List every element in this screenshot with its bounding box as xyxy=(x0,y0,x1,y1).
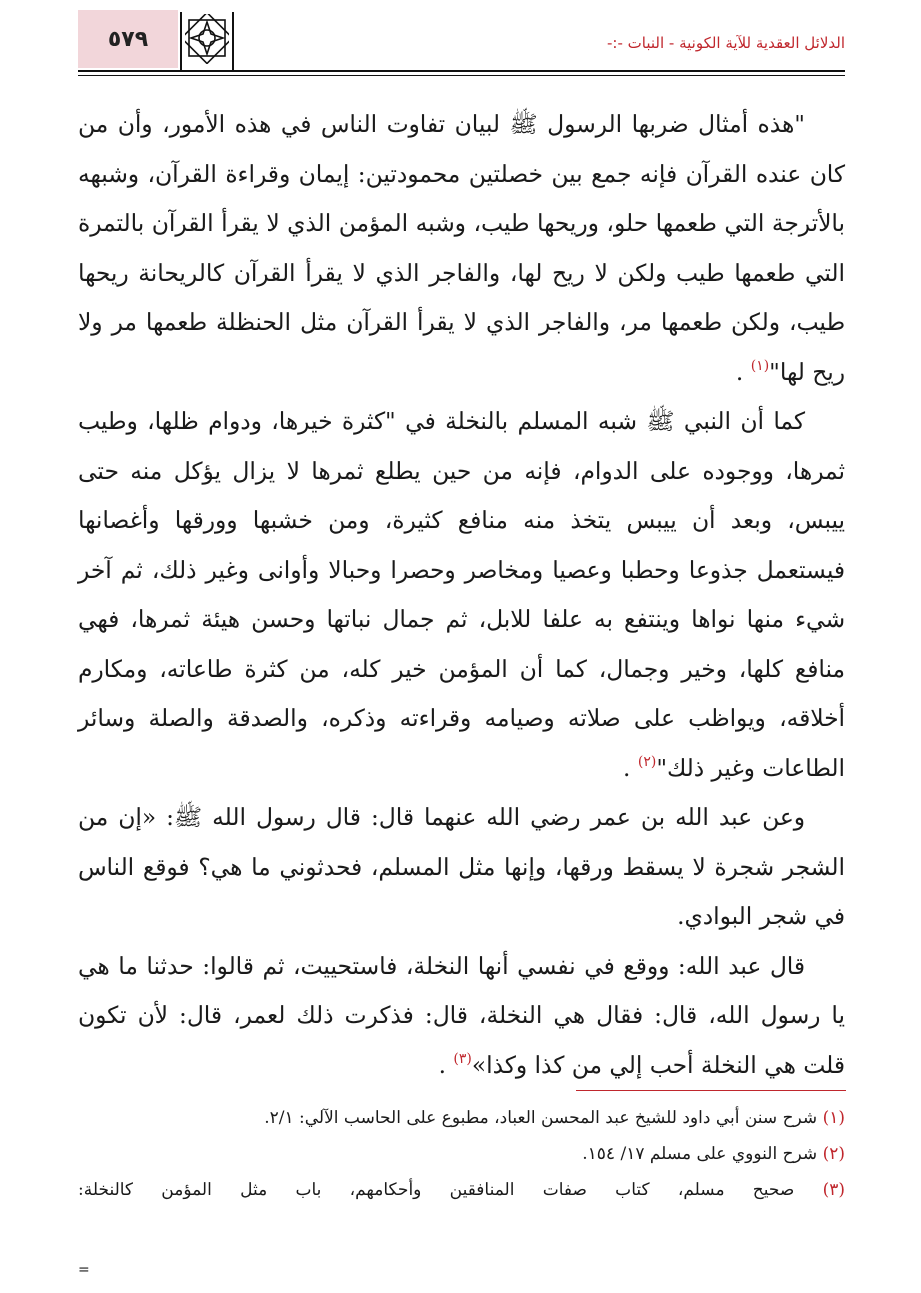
page-number: ٥٧٩ xyxy=(78,10,178,68)
footnote-ref-3[interactable]: (٣) xyxy=(453,1050,472,1067)
paragraph-4: قال عبد الله: ووقع في نفسي أنها النخلة، فاستحييت، ثم قالوا: حدثنا ما هي يا رسول الله، قال: فقال هي النخلة، قال: فذكرت ذلك لعمر، قال: لأن تكون قلت هي النخلة أحب إلي من كذا وكذا»$^{(٣)}$ . xyxy=(78,952,845,1079)
header-rule xyxy=(78,70,845,72)
running-title: الدلائل العقدية للآية الكونية - النبات -:- xyxy=(607,34,845,52)
footnote-1: (١) شرح سنن أبي داود للشيخ عبد المحسن العباد، مطبوع على الحاسب الآلي: ٢/١. xyxy=(264,1108,845,1128)
geometric-star-ornament-icon xyxy=(178,8,236,70)
footnote-2: (٢) شرح النووي على مسلم ١٧/ ١٥٤. xyxy=(582,1144,845,1164)
page-header xyxy=(0,0,921,80)
footnotes xyxy=(78,1100,845,1208)
footnote-ref-1[interactable]: (١) xyxy=(750,357,770,374)
main-text xyxy=(78,100,845,1090)
footnote-ref-2[interactable]: (٢) xyxy=(637,753,657,770)
paragraph-1: "هذه أمثال ضربها الرسول ﷺ لبيان تفاوت الناس في هذه الأمور، وأن من كان عنده القرآن فإنه جمع بين خصلتين محمودتين: إيمان وقراءة القرآن، وشبهه بالأترجة التي طعمها حلو، وريحها طيب، وشبه المؤمن الذي لا يقرأ القرآن بالتمرة التي طعمها طيب ولكن لا ريح لها، والفاجر الذي لا يقرأ القرآن كالريحانة ريحها طيب، ولكن طعمها مر، والفاجر الذي لا يقرأ القرآن مثل الحنظلة طعمها مر ولا ريح لها"$^{(١)}$ . xyxy=(78,111,845,386)
paragraph-2: كما أن النبي ﷺ شبه المسلم بالنخلة في "كثرة خيرها، ودوام ظلها، وطيب ثمرها، ووجوده على الدوام، فإنه من حين يطلع ثمرها لا يزال يؤكل منه حتى ييبس، وبعد أن ييبس يتخذ منه منافع كثيرة، ومن خشبها وورقها وأغصانها فيستعمل جذوعا وحطبا وعصيا ومخاصر وحصرا وحبالا وأوانى وغير ذلك، ثم آخر شيء منها نواها وينتفع به علفا للابل، ثم جمال نباتها وحسن هيئة ثمرها، فهي منافع كلها، وخير وجمال، كما أن المؤمن خير كله، من كثرة طاعاته، ومكارم أخلاقه، ويواظب على صلاته وصيامه وقراءته وذكره، والصدقة والصلة وسائر الطاعات وغير ذلك"$^{(٢)}$ . xyxy=(78,408,845,782)
header-rule-thin xyxy=(78,75,845,76)
footnote-3: (٣) صحيح مسلم، كتاب صفات المنافقين وأحكامهم، باب مثل المؤمن كالنخلة: xyxy=(78,1180,845,1200)
paragraph-3: وعن عبد الله بن عمر رضي الله عنهما قال: قال رسول الله ﷺ: «إن من الشجر شجرة لا يسقط ورقها، وإنها مثل المسلم، فحدثوني ما هي؟ فوقع الناس في شجر البوادي. xyxy=(78,804,845,930)
footnote-separator xyxy=(576,1090,846,1091)
continuation-mark: = xyxy=(78,1262,90,1278)
